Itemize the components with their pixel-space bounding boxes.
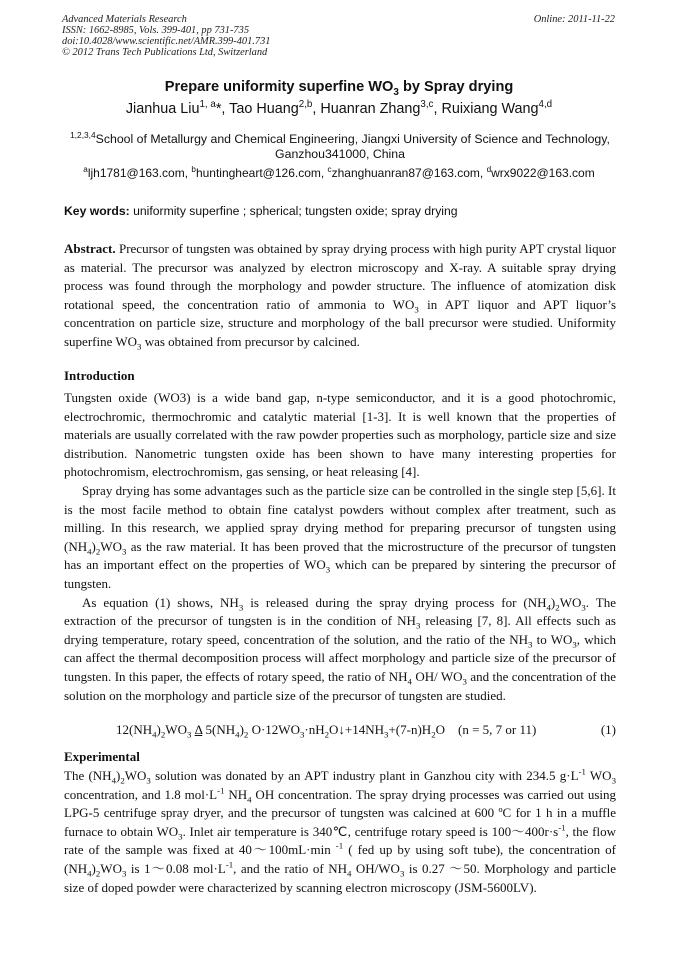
email-link[interactable]: zhanghuanran87@163.com,: [331, 166, 487, 180]
paragraph: Tungsten oxide (WO3) is a wide band gap, n-type semiconductor, and it is a good photochromic, electrochromic, thermochromic and catalytic material [1-3]. It is well known that the properties of materials are usually correlated with the raw powder properties such as morphology, particle size and size distribution. Nanometric tungsten oxide has been shown to have many interesting properties for photochromism, electrochromism, gas sensing, or heat releasing [4].: [64, 390, 616, 480]
section-heading-experimental: Experimental: [64, 749, 140, 764]
equation-number: (1): [600, 722, 616, 737]
author-emails: $^a$ljh1781@163.com, $^b$huntingheart@126.com, $^c$zhanghuanran87@163.com, $^d$wrx9022@163.com: [83, 165, 595, 180]
paragraph: Spray drying has some advantages such as the particle size can be controlled in the single step [5,6]. It is the most facile method to obtain fine catalyst powders without complex after treatment, such as milling. In this research, we applied spray drying method for preparing precursor of tungsten using $(NH_4)_2WO_3$ as the raw material. It has been proved that the microstructure of the precursor of tungsten has an important effect on the properties of $WO_3$ which can be prepared by sintering the precursor of tungsten.: [64, 482, 617, 591]
author-name: Huanran Zhang: [320, 101, 421, 117]
paragraph: As equation (1) shows, $NH_3$ is released during the spray drying process for $(NH_4)_2WO_3$. The extraction of the precursor of tungsten is in the condition of $NH_3$ releasing [7, 8]. All effects such as drying temperature, rotary speed, concentration of the solution, and the ratio of the $NH_3$ to $WO_3$, which can affect the thermal decomposition process will affect morphology and particle size of the precursor of tungsten. In this paper, the effects of rotary speed, the ratio of $NH_4$ OH/ $WO_3$ and the concentration of the solution on the morphology and particle size of the precursor of tungsten are studied.: [64, 594, 617, 703]
experimental-body: The $(NH_4)_2WO_3$ solution was donated by an APT industry plant in Ganzhou city with 234.5 $g\cdot L^{-1}$ $WO_3$ concentration, and 1.8 $mol\cdot L^{-1}$ $NH_4$ OH concentration. The spray drying processes was carried out using LPG-5 centrifuge spray dryer, and the precursor of tungsten was calcined at 600 ºC for 1 h in a muffle furnace to obtain $WO_3$. Inlet air temperature is 340℃, centrifuge rotary speed is $100\sim 400r\cdot s^{-1}$, the flow rate of the sample was fixed at 40～100mL·min $^{-1}$ ( fed up by using soft tube), the concentration of $(NH_4)_2WO_3$ is 1～0.08 $mol\cdot L^{-1}$, and the ratio of $NH_4$ $OH/WO_3$ is 0.27 ～50. Morphology and particle size of doped powder were characterized by scanning electron microscopy (JSM-5600LV).: [64, 766, 617, 895]
email-link[interactable]: wrx9022@163.com: [491, 166, 595, 180]
doi-line: doi:10.4028/www.scientific.net/AMR.399-401.731: [62, 36, 271, 47]
delta-symbol: Δ: [194, 722, 203, 737]
author-name: Ruixiang Wang: [441, 101, 539, 117]
keywords: Key words: uniformity superfine ; spherical; tungsten oxide; spray drying: [64, 204, 458, 218]
paper-title: Prepare uniformity superfine $WO_3$ by Spray drying: [164, 79, 514, 98]
equation-formula: $12(NH_4)_2WO_3$ Δ $5(NH_4)_2$ $O\cdot 12WO_3\cdot nH_2O↓+14NH_3+(7-n)H_2O$ (n = 5, 7 or 11): [116, 722, 537, 740]
journal-name: Advanced Materials Research: [62, 14, 187, 25]
section-heading-introduction: Introduction: [64, 368, 135, 383]
abstract-label: Abstract.: [64, 241, 116, 256]
keywords-label: Key words:: [64, 204, 130, 218]
author-list: Jianhua Liu$^{1, a}$*, Tao Huang$^{2,b}$, Huanran Zhang$^{3,c}$, Ruixiang Wang$^{4,d}$: [125, 99, 553, 117]
email-link[interactable]: huntingheart@126.com,: [195, 166, 328, 180]
online-date: Online: 2011-11-22: [533, 14, 615, 25]
author-name: Tao Huang: [229, 101, 299, 117]
journal-header: [62, 14, 617, 58]
abstract: Abstract. Precursor of tungsten was obtained by spray drying process with high purity APT crystal liquor as material. The precursor was analyzed by electron microscopy and X-ray. A suitable spray drying process was found through the morphology and powder structure. The influence of atomization disk rotational speed, the concentration ratio of ammonia to $WO_3$ in APT liquor and APT liquor’s concentration on particle size, structure and morphology of the ball precursor were studied. Uniformity superfine $WO_3$ was obtained from precursor by calcined.: [64, 241, 617, 352]
equation-condition: (n = 5, 7 or 11): [458, 722, 537, 737]
copyright-line: © 2012 Trans Tech Publications Ltd, Switzerland: [62, 47, 268, 58]
introduction-body: [64, 389, 616, 705]
author-name: Jianhua Liu: [125, 101, 200, 117]
affiliation: $^{1,2,3,4}$School of Metallurgy and Chemical Engineering, Jiangxi University of Science and Technology, Ganzhou341000, China: [70, 129, 610, 161]
email-link[interactable]: ljh1781@163.com,: [87, 166, 192, 180]
issn-line: ISSN: 1662-8985, Vols. 399-401, pp 731-735: [62, 25, 250, 36]
